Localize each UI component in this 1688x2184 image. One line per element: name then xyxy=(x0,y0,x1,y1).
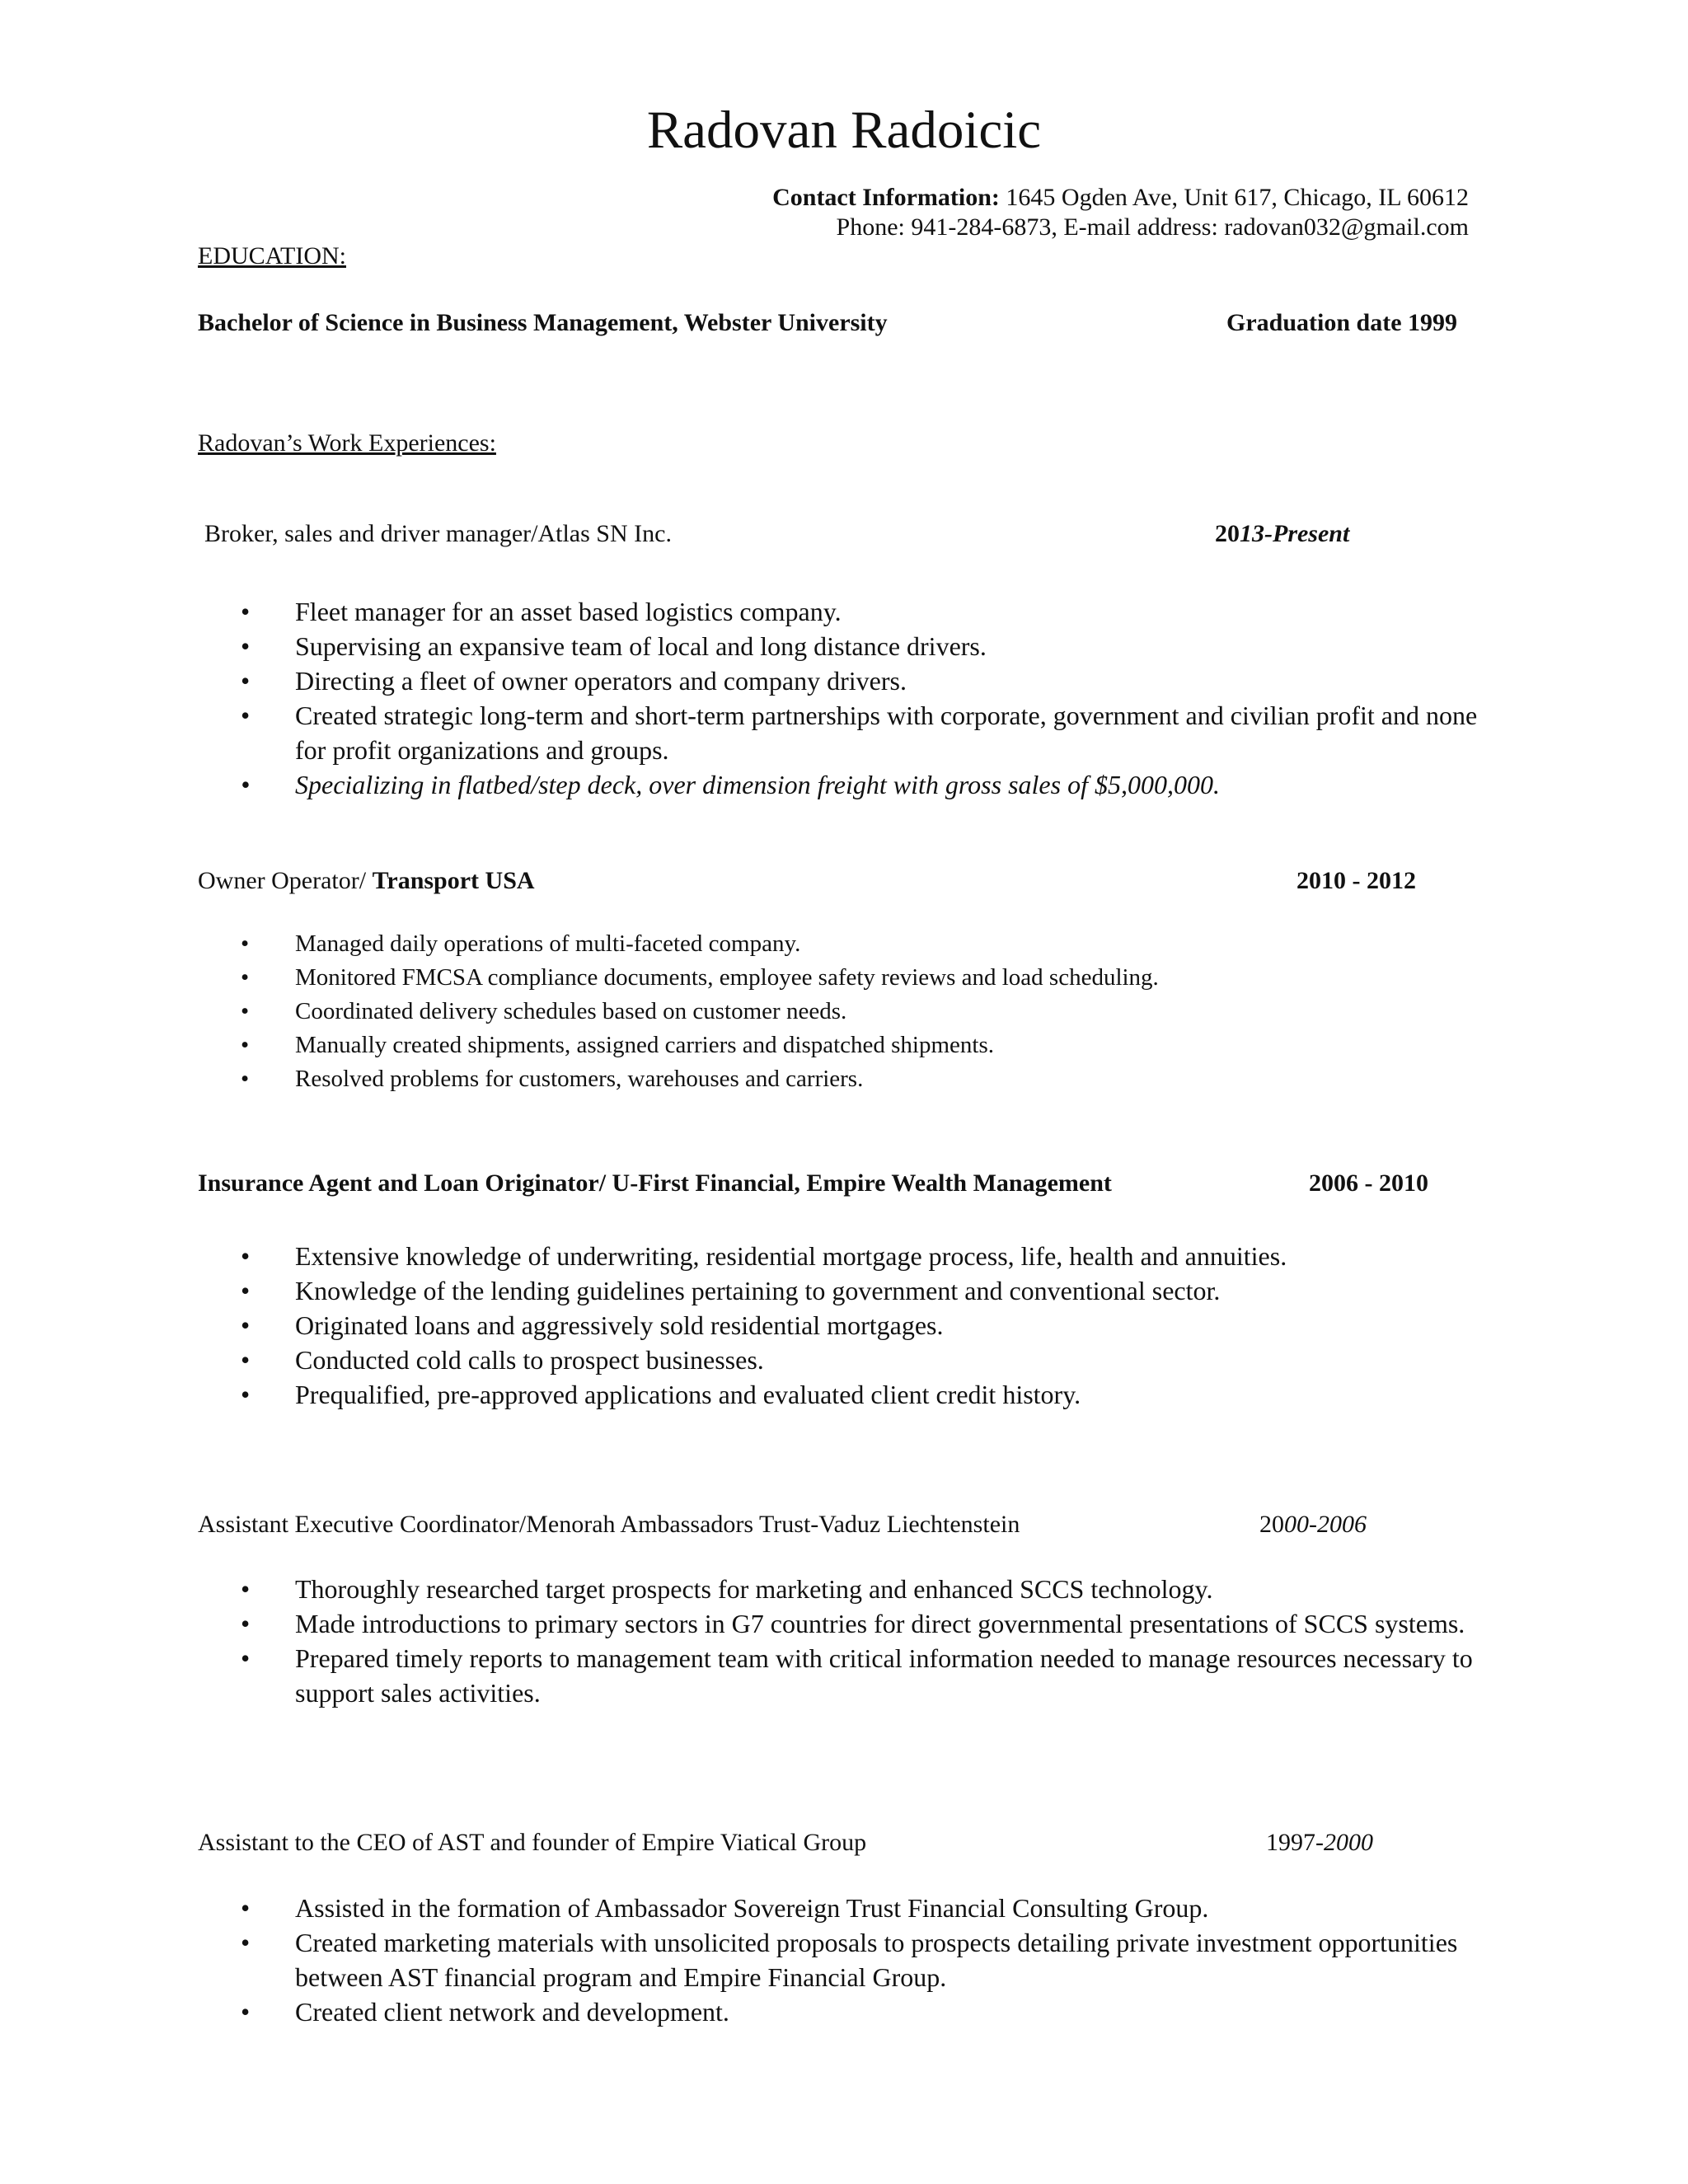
list-item: • Conducted cold calls to prospect businesses. xyxy=(0,1343,1482,1377)
job-title: Assistant Executive Coordinator/Menorah Ambassadors Trust-Vaduz Liechtenstein xyxy=(198,1511,1020,1538)
list-item: • Extensive knowledge of underwriting, residential mortgage process, life, health and annuities. xyxy=(0,1239,1482,1273)
list-item: • Directing a fleet of owner operators and company drivers. xyxy=(0,663,1482,698)
list-item: • Originated loans and aggressively sold residential mortgages. xyxy=(0,1308,1482,1343)
job-date xyxy=(1259,1510,1367,1540)
list-item: • Prequalified, pre-approved applications and evaluated client credit history. xyxy=(0,1377,1482,1412)
list-item: • Made introductions to primary sectors in G7 countries for direct governmental presentations of SCCS systems. xyxy=(0,1606,1482,1641)
job-date-start: 1997- xyxy=(1266,1829,1324,1856)
contact-address: 1645 Ogden Ave, Unit 617, Chicago, IL 60612 xyxy=(999,184,1469,211)
contact-phone-email: Phone: 941-284-6873, E-mail address: radovan032@gmail.com xyxy=(836,213,1469,241)
list-item: • Supervising an expansive team of local and long distance drivers. xyxy=(0,629,1482,663)
job-date-range: 00-2006 xyxy=(1284,1511,1367,1538)
contact-line-address xyxy=(772,183,1469,213)
list-item: • Fleet manager for an asset based logistics company. xyxy=(0,594,1482,629)
list-item: • Manually created shipments, assigned carriers and dispatched shipments. xyxy=(0,1029,1482,1062)
contact-label: Contact Information: xyxy=(772,184,1000,211)
contact-block xyxy=(772,183,1469,242)
job-title-role: Owner Operator/ xyxy=(198,867,373,894)
job-date-start: 20 xyxy=(1259,1511,1284,1538)
resume-name: Radovan Radoicic xyxy=(646,101,1042,160)
list-item: • Monitored FMCSA compliance documents, employee safety reviews and load scheduling. xyxy=(0,961,1482,995)
job-title: Insurance Agent and Loan Originator/ U-First Financial, Empire Wealth Management xyxy=(198,1169,1112,1197)
job-date-range: 2000 xyxy=(1324,1829,1373,1856)
list-item: • Prepared timely reports to management team with critical information needed to manage resources necessary to support sales activities. xyxy=(0,1641,1482,1710)
job-bullets xyxy=(0,1572,1482,1710)
list-item: • Managed daily operations of multi-faceted company. xyxy=(0,927,1482,961)
job-date-range: 13-Present xyxy=(1240,520,1350,547)
job-bullets xyxy=(0,927,1482,1096)
list-item: • Knowledge of the lending guidelines pertaining to government and conventional sector. xyxy=(0,1273,1482,1308)
list-item: • Coordinated delivery schedules based on customer needs. xyxy=(0,995,1482,1029)
list-item: • Thoroughly researched target prospects for marketing and enhanced SCCS technology. xyxy=(0,1572,1482,1606)
list-item: • Created strategic long-term and short-term partnerships with corporate, government and civilian profit and none for profit organizations and groups. xyxy=(0,698,1482,767)
list-item: • Resolved problems for customers, warehouses and carriers. xyxy=(0,1062,1482,1096)
job-bullets xyxy=(0,594,1482,802)
job-title xyxy=(198,866,535,896)
job-date xyxy=(1215,519,1349,549)
list-item: • Specializing in flatbed/step deck, over dimension freight with gross sales of $5,000,000. xyxy=(0,767,1482,802)
list-item: • Assisted in the formation of Ambassador Sovereign Trust Financial Consulting Group. xyxy=(0,1891,1482,1925)
list-item: • Created marketing materials with unsolicited proposals to prospects detailing private investment opportunities between AST financial program and Empire Financial Group. xyxy=(0,1925,1482,1994)
job-date: 2006 - 2010 xyxy=(1309,1169,1428,1197)
work-heading: Radovan’s Work Experiences: xyxy=(198,429,496,457)
education-heading: EDUCATION: xyxy=(198,242,346,269)
job-title: Broker, sales and driver manager/Atlas SN Inc. xyxy=(204,520,672,547)
list-item: • Created client network and development. xyxy=(0,1994,1482,2029)
job-date xyxy=(1266,1828,1373,1858)
job-title-company: Transport USA xyxy=(372,867,535,894)
job-date: 2010 - 2012 xyxy=(1296,867,1416,894)
job-bullets xyxy=(0,1239,1482,1412)
job-bullets xyxy=(0,1891,1482,2029)
education-graduation: Graduation date 1999 xyxy=(1226,309,1458,336)
education-degree: Bachelor of Science in Business Management, Webster University xyxy=(198,309,888,336)
job-title: Assistant to the CEO of AST and founder of Empire Viatical Group xyxy=(198,1829,867,1856)
job-date-start: 20 xyxy=(1215,520,1240,547)
